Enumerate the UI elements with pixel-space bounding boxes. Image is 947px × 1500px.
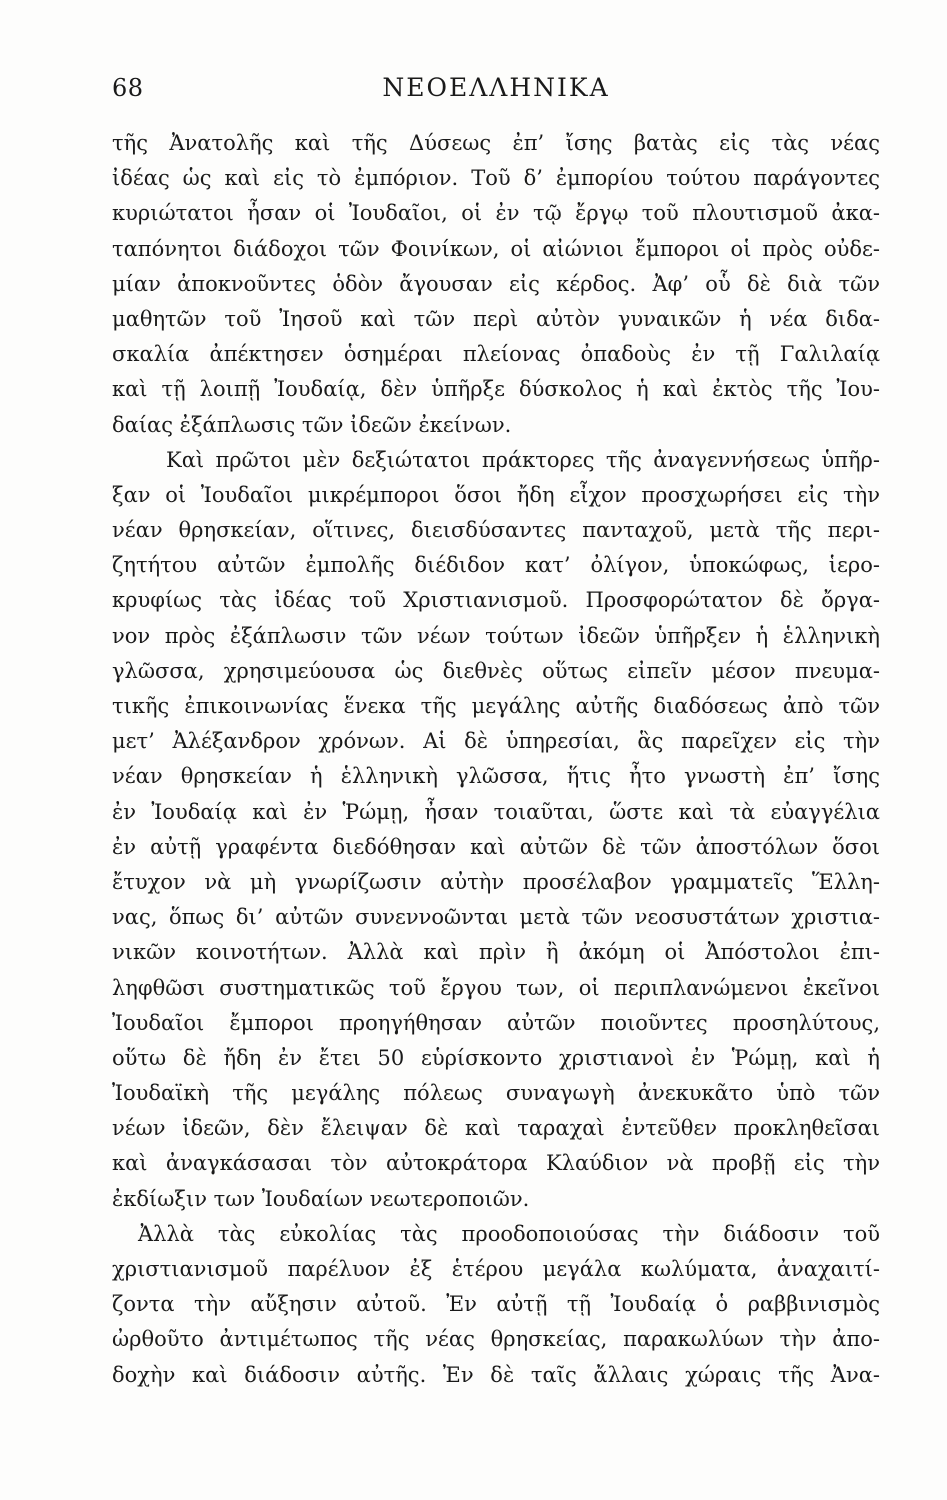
text-line: κρυφίως τὰς ἰδέας τοῦ Χριστιανισμοῦ. Προσφορώτατον δὲ ὄργα- [112,588,880,613]
text-line: νας, ὅπως δι’ αὐτῶν συνεννοῶνται μετὰ τῶν νεοσυστάτων χριστια- [112,905,880,930]
body-text [112,126,880,1393]
text-line: μετ’ Ἀλέξανδρον χρόνων. Αἱ δὲ ὑπηρεσίαι, ἃς παρεῖχεν εἰς τὴν [112,729,880,754]
text-line: τῆς Ἀνατολῆς καὶ τῆς Δύσεως ἐπ’ ἴσης βατὰς εἰς τὰς νέας [112,131,880,155]
text-line: ἐν Ἰουδαίᾳ καὶ ἐν Ῥώμῃ, ἦσαν τοιαῦται, ὥστε καὶ τὰ εὐαγγέλια [112,799,880,824]
text-line: γλῶσσα, χρησιμεύουσα ὡς διεθνὲς οὕτως εἰπεῖν μέσον πνευμα- [112,658,880,683]
text-line: ἰδέας ὡς καὶ εἰς τὸ ἐμπόριον. Τοῦ δ’ ἐμπορίου τούτου παράγοντες [112,166,880,191]
text-line: νέαν θρησκείαν ἡ ἑλληνικὴ γλῶσσα, ἥτις ἦτο γνωστὴ ἐπ’ ἴσης [112,764,880,789]
text-line: Ἰουδαῖοι ἔμποροι προηγήθησαν αὐτῶν ποιοῦντες προσηλύτους, [112,1010,880,1035]
text-line: σκαλία ἀπέκτησεν ὁσημέραι πλείονας ὀπαδοὺς ἐν τῇ Γαλιλαίᾳ [112,342,880,367]
text-line: νέαν θρησκείαν, οἵτινες, διεισδύσαντες πανταχοῦ, μετὰ τῆς περι- [112,518,880,543]
text-line: νέων ἰδεῶν, δὲν ἔλειψαν δὲ καὶ ταραχαὶ ἐντεῦθεν προκληθεῖσαι [112,1116,880,1141]
page-number: 68 [112,74,144,102]
text-line: οὕτω δὲ ἤδη ἐν ἔτει 50 εὑρίσκοντο χριστιανοὶ ἐν Ῥώμῃ, καὶ ἡ [112,1045,880,1070]
paragraph-start-line: Ἀλλὰ τὰς εὐκολίας τὰς προοδοποιούσας τὴν διάδοσιν τοῦ [138,1221,880,1246]
text-line: δοχὴν καὶ διάδοσιν αὐτῆς. Ἐν δὲ ταῖς ἄλλαις χώραις τῆς Ἀνα- [112,1362,880,1387]
text-line: νον πρὸς ἐξάπλωσιν τῶν νέων τούτων ἰδεῶν ὑπῆρξεν ἡ ἑλληνικὴ [112,623,880,648]
text-line: ζοντα τὴν αὔξησιν αὐτοῦ. Ἐν αὐτῇ τῇ Ἰουδαίᾳ ὁ ραββινισμὸς [112,1292,880,1317]
paragraph-end-line: δαίας ἐξάπλωσις τῶν ἰδεῶν ἐκείνων. [112,412,512,437]
text-line: καὶ ἀναγκάσασαι τὸν αὐτοκράτορα Κλαύδιον νὰ προβῇ εἰς τὴν [112,1151,880,1176]
text-line: ταπόνητοι διάδοχοι τῶν Φοινίκων, οἱ αἰώνιοι ἔμποροι οἱ πρὸς οὐδε- [112,236,880,261]
text-line: νικῶν κοινοτήτων. Ἀλλὰ καὶ πρὶν ἢ ἀκόμη οἱ Ἀπόστολοι ἐπι- [112,940,880,965]
text-line: τικῆς ἐπικοινωνίας ἕνεκα τῆς μεγάλης αὐτῆς διαδόσεως ἀπὸ τῶν [112,694,880,718]
page-header [112,72,880,112]
text-line: ληφθῶσι συστηματικῶς τοῦ ἔργου των, οἱ περιπλανώμενοι ἐκεῖνοι [112,975,880,1000]
text-line: ἔτυχον νὰ μὴ γνωρίζωσιν αὐτὴν προσέλαβον γραμματεῖς Ἕλλη- [112,869,880,894]
text-line: μαθητῶν τοῦ Ἰησοῦ καὶ τῶν περὶ αὐτὸν γυναικῶν ἡ νέα διδα- [112,306,880,331]
text-line: μίαν ἀποκνοῦντες ὁδὸν ἄγουσαν εἰς κέρδος. Ἀφ’ οὗ δὲ διὰ τῶν [112,271,880,296]
paragraph-start-line: Καὶ πρῶτοι μὲν δεξιώτατοι πράκτορες τῆς ἀναγεννήσεως ὑπῆρ- [166,447,880,472]
text-line: ἐν αὐτῇ γραφέντα διεδόθησαν καὶ αὐτῶν δὲ τῶν ἀποστόλων ὅσοι [112,834,880,859]
text-line: ζητήτου αὐτῶν ἐμπολῆς διέδιδον κατ’ ὀλίγον, ὑποκώφως, ἱερο- [112,553,880,578]
paragraph-end-line: ἐκδίωξιν των Ἰουδαίων νεωτεροποιῶν. [112,1186,530,1211]
text-line: χριστιανισμοῦ παρέλυον ἐξ ἑτέρου μεγάλα κωλύματα, ἀναχαιτί- [112,1257,880,1281]
running-title: ΝΕΟΕΛΛΗΝΙΚΑ [382,73,610,102]
text-line: ὠρθοῦτο ἀντιμέτωπος τῆς νέας θρησκείας, παρακωλύων τὴν ἀπο- [112,1327,880,1352]
text-line: καὶ τῇ λοιπῇ Ἰουδαίᾳ, δὲν ὑπῆρξε δύσκολος ἡ καὶ ἐκτὸς τῆς Ἰου- [112,377,880,402]
text-line: ξαν οἱ Ἰουδαῖοι μικρέμποροι ὅσοι ἤδη εἶχον προσχωρήσει εἰς τὴν [112,482,880,507]
text-line: κυριώτατοι ἦσαν οἱ Ἰουδαῖοι, οἱ ἐν τῷ ἔργῳ τοῦ πλουτισμοῦ ἀκα- [112,201,880,226]
text-line: Ἰουδαϊκὴ τῆς μεγάλης πόλεως συναγωγὴ ἀνεκυκᾶτο ὑπὸ τῶν [112,1081,880,1106]
